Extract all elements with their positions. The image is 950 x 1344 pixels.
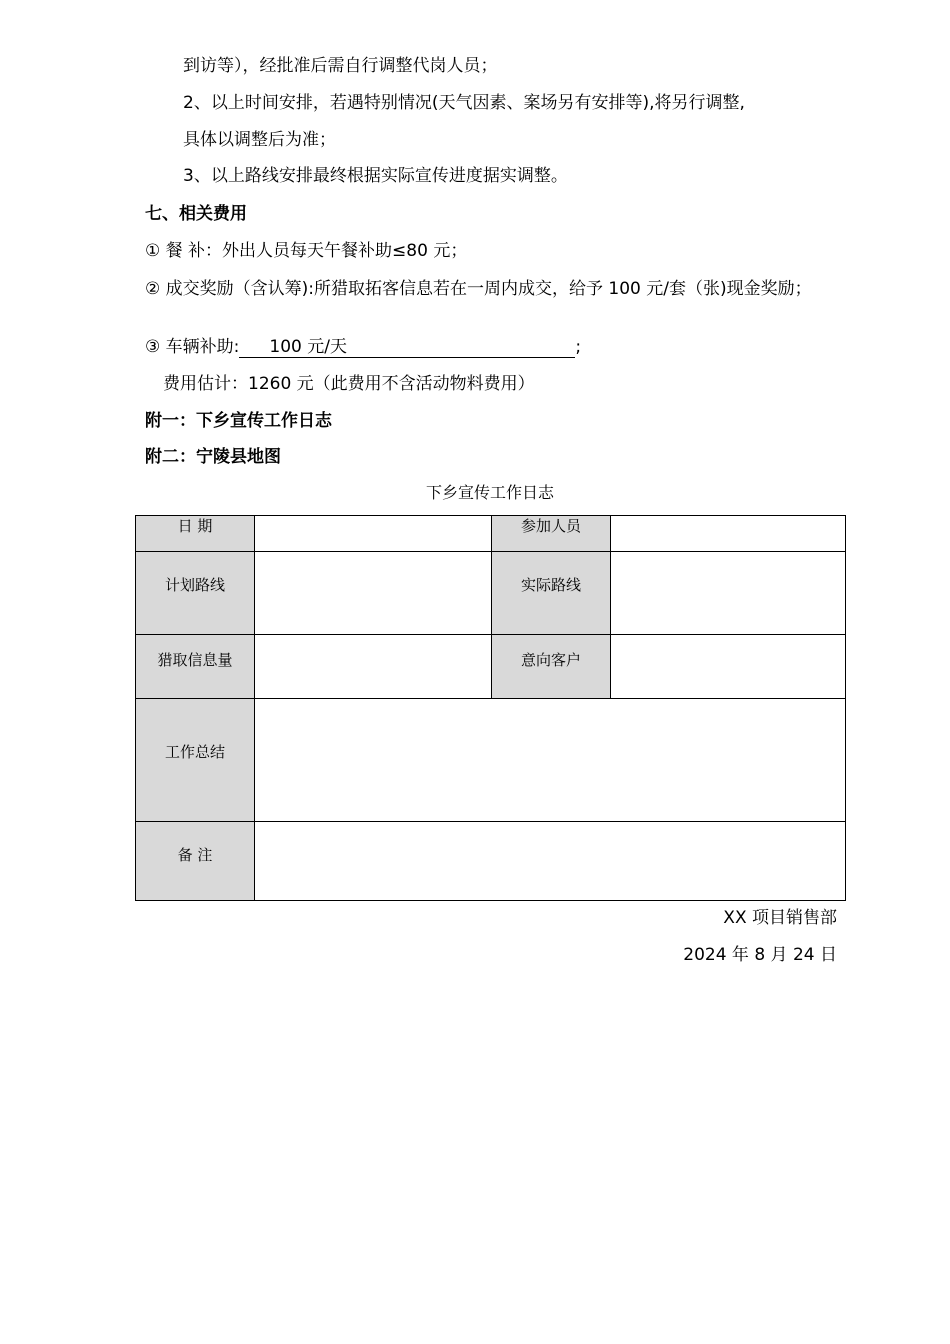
work-log-table <box>135 515 846 901</box>
summary-label: 工作总结 <box>164 743 225 761</box>
remarks-label-cell <box>136 822 255 901</box>
footer-date: 2024 年 8 月 24 日 <box>683 945 837 965</box>
date-label: 日 期 <box>177 517 213 535</box>
text-line-4: 3、以上路线安排最终根据实际宣传进度据实调整。 <box>183 166 568 186</box>
table-row <box>136 699 846 822</box>
table-row <box>136 635 846 699</box>
footer-department: XX 项目销售部 <box>723 908 837 928</box>
summary-value-cell[interactable] <box>255 699 846 822</box>
meal-allowance: ① 餐 补：外出人员每天午餐补助≤80 元； <box>145 241 468 261</box>
intent-customers-label-cell <box>492 635 611 699</box>
table-row <box>136 516 846 552</box>
info-count-value-cell[interactable] <box>255 635 492 699</box>
vehicle-allowance <box>145 336 581 358</box>
intent-customers-value-cell[interactable] <box>611 635 846 699</box>
info-count-label-cell <box>136 635 255 699</box>
planned-route-label: 计划路线 <box>164 576 225 594</box>
appendix-2: 附二：宁陵县地图 <box>145 447 281 467</box>
participants-label-cell <box>492 516 611 552</box>
cost-estimate: 费用估计：1260 元（此费用不含活动物料费用） <box>163 374 535 394</box>
table-row <box>136 822 846 901</box>
remarks-value-cell[interactable] <box>255 822 846 901</box>
planned-route-value-cell[interactable] <box>255 552 492 635</box>
date-label-cell <box>136 516 255 552</box>
text-line-2: 2、以上时间安排，若遇特别情况(天气因素、案场另有安排等),将另行调整, <box>183 93 745 113</box>
info-count-label: 猎取信息量 <box>157 651 233 669</box>
participants-label: 参加人员 <box>520 517 581 535</box>
planned-route-label-cell <box>136 552 255 635</box>
vehicle-value: 100 元/天 <box>239 337 575 358</box>
remarks-label: 备 注 <box>177 846 213 864</box>
section-heading: 七、相关费用 <box>145 204 247 224</box>
table-title: 下乡宣传工作日志 <box>425 483 554 502</box>
vehicle-end: ; <box>575 337 582 357</box>
vehicle-label: ③ 车辆补助: <box>145 337 240 357</box>
appendix-1: 附一：下乡宣传工作日志 <box>145 411 332 431</box>
text-line-3: 具体以调整后为准； <box>183 130 336 150</box>
actual-route-value-cell[interactable] <box>611 552 846 635</box>
table-row <box>136 552 846 635</box>
deal-reward: ② 成交奖励（含认筹):所猎取拓客信息若在一周内成交，给予 100 元/套（张)现金奖励； <box>145 279 812 299</box>
date-value-cell[interactable] <box>255 516 492 552</box>
text-line-1: 到访等），经批准后需自行调整代岗人员； <box>183 56 498 76</box>
actual-route-label: 实际路线 <box>520 576 581 594</box>
participants-value-cell[interactable] <box>611 516 846 552</box>
summary-label-cell <box>136 699 255 822</box>
actual-route-label-cell <box>492 552 611 635</box>
intent-customers-label: 意向客户 <box>520 651 581 669</box>
